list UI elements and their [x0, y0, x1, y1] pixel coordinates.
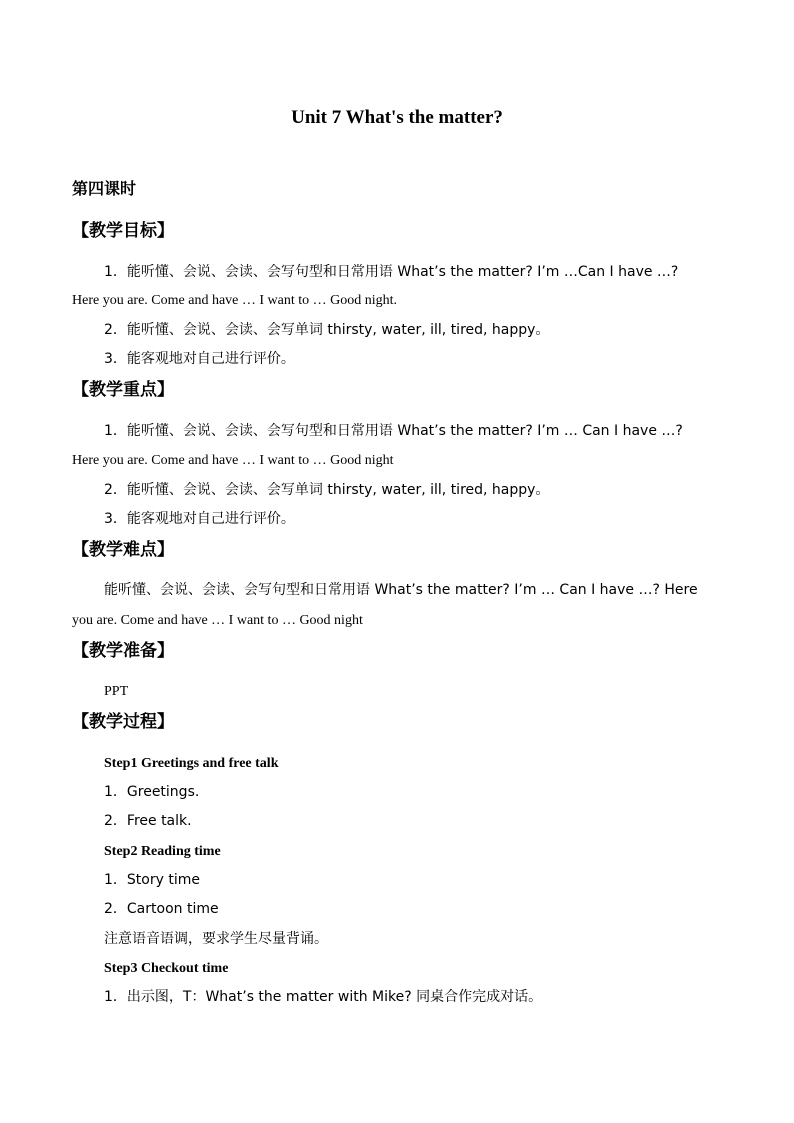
objectives-item1-line1: 1．能听懂、会说、会读、会写句型和日常用语 What’s the matter? I’m …Can I have …? [104, 264, 679, 280]
step3-title: Step3 Checkout time [104, 961, 229, 976]
step2-note: 注意语音语调，要求学生尽量背诵。 [104, 931, 328, 947]
key-points-item2: 2．能听懂、会说、会读、会写单词 thirsty, water, ill, tired, happy。 [104, 482, 550, 498]
key-points-item3: 3．能客观地对自己进行评价。 [104, 511, 295, 527]
section-heading-difficulties: 【教学难点】 [72, 540, 174, 560]
step3-item1: 1．出示图，T：What’s the matter with Mike? 同桌合作完成对话。 [104, 989, 543, 1005]
objectives-item3: 3．能客观地对自己进行评价。 [104, 351, 295, 367]
step1-title: Step1 Greetings and free talk [104, 756, 279, 771]
document-title: Unit 7 What's the matter? [291, 107, 503, 128]
preparation-text: PPT [104, 684, 129, 699]
step2-title: Step2 Reading time [104, 844, 221, 859]
step2-item1: 1．Story time [104, 872, 200, 888]
difficulties-line1: 能听懂、会说、会读、会写句型和日常用语 What’s the matter? I’m … Can I have …? Here [104, 582, 698, 598]
objectives-item2: 2．能听懂、会说、会读、会写单词 thirsty, water, ill, tired, happy。 [104, 322, 550, 338]
objectives-item1-line2: Here you are. Come and have … I want to … Good night. [72, 293, 398, 308]
difficulties-line2: you are. Come and have … I want to … Good night [72, 613, 363, 628]
section-heading-preparation: 【教学准备】 [72, 641, 174, 661]
key-points-item1-line1: 1．能听懂、会说、会读、会写句型和日常用语 What’s the matter? I’m … Can I have …? [104, 423, 683, 439]
step2-item2: 2．Cartoon time [104, 901, 219, 917]
section-heading-process: 【教学过程】 [72, 712, 174, 732]
section-heading-key-points: 【教学重点】 [72, 380, 174, 400]
key-points-item1-line2: Here you are. Come and have … I want to … Good night [72, 453, 394, 468]
section-heading-objectives: 【教学目标】 [72, 221, 174, 241]
lesson-label: 第四课时 [72, 179, 137, 198]
step1-item1: 1．Greetings. [104, 784, 200, 800]
step1-item2: 2．Free talk. [104, 813, 192, 829]
